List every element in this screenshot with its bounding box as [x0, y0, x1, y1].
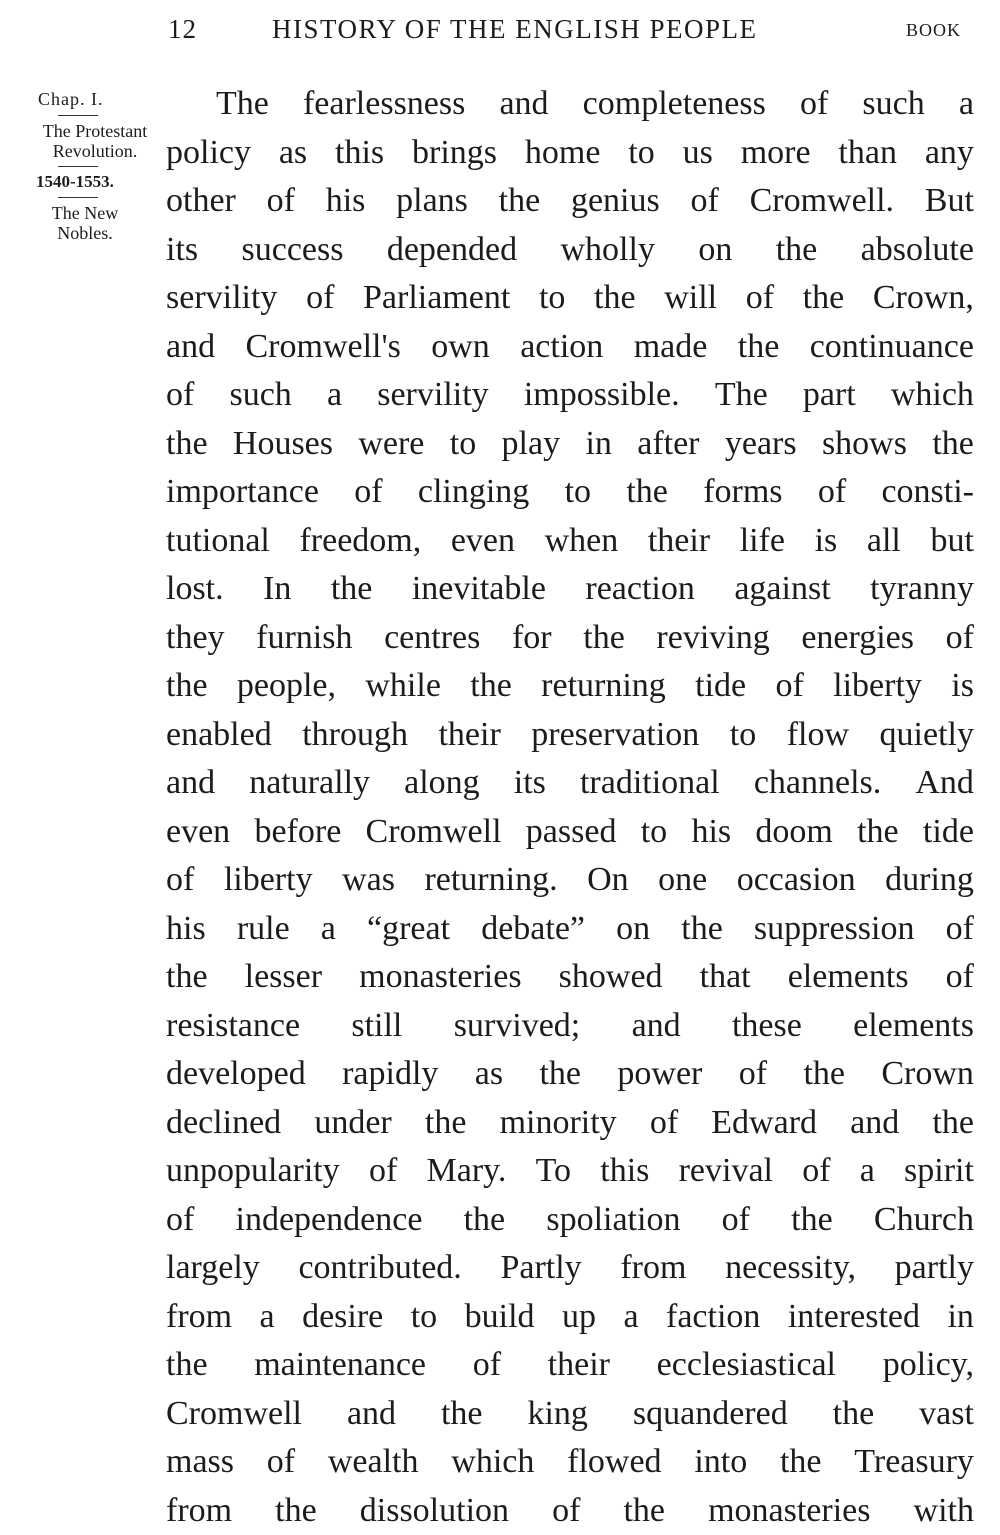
text-line: servility of Parliament to the will of the Crown,	[166, 274, 974, 323]
text-line: enabled through their preservation to flow quietly	[166, 711, 974, 760]
text-line: largely contributed. Partly from necessity, partly	[166, 1244, 974, 1293]
text-line: of independence the spoliation of the Church	[166, 1196, 974, 1245]
text-line: Cromwell and the king squandered the vast	[166, 1390, 974, 1439]
text-line: his rule a “great debate” on the suppression of	[166, 905, 974, 954]
text-line: declined under the minority of Edward and the	[166, 1099, 974, 1148]
text-line: the people, while the returning tide of liberty is	[166, 662, 974, 711]
running-header	[0, 14, 1000, 54]
text-line: mass of wealth which flowed into the Treasury	[166, 1438, 974, 1487]
text-line: the Houses were to play in after years shows the	[166, 420, 974, 469]
margin-divider	[58, 115, 98, 116]
page-number: 12	[168, 14, 197, 45]
margin-years: 1540-1553.	[36, 172, 162, 192]
text-line: resistance still survived; and these elements	[166, 1002, 974, 1051]
text-line: from the dissolution of the monasteries with	[166, 1487, 974, 1535]
text-line: policy as this brings home to us more than any	[166, 129, 974, 178]
margin-chapter: Chap. I.	[34, 88, 162, 110]
text-line: its success depended wholly on the absolute	[166, 226, 974, 275]
text-line: and Cromwell's own action made the continuance	[166, 323, 974, 372]
text-line: of liberty was returning. On one occasion during	[166, 856, 974, 905]
text-line: other of his plans the genius of Cromwell. But	[166, 177, 974, 226]
text-line: they furnish centres for the reviving energies of	[166, 614, 974, 663]
text-line: The fearlessness and completeness of such a	[166, 80, 974, 129]
text-line: developed rapidly as the power of the Crown	[166, 1050, 974, 1099]
text-line: lost. In the inevitable reaction against tyranny	[166, 565, 974, 614]
running-title: HISTORY OF THE ENGLISH PEOPLE	[272, 14, 758, 45]
margin-notes	[0, 88, 162, 243]
text-line: of such a servility impossible. The part which	[166, 371, 974, 420]
book-label: BOOK	[906, 20, 961, 41]
text-line: unpopularity of Mary. To this revival of a spirit	[166, 1147, 974, 1196]
text-line: the lesser monasteries showed that elements of	[166, 953, 974, 1002]
body-text	[166, 80, 974, 1535]
margin-divider	[58, 166, 98, 167]
text-line: tutional freedom, even when their life is all but	[166, 517, 974, 566]
text-line: from a desire to build up a faction interested in	[166, 1293, 974, 1342]
text-line: importance of clinging to the forms of consti-	[166, 468, 974, 517]
margin-section-title: The Protestant Revolution.	[35, 121, 155, 161]
text-line: and naturally along its traditional channels. And	[166, 759, 974, 808]
text-line: the maintenance of their ecclesiastical policy,	[166, 1341, 974, 1390]
text-line: even before Cromwell passed to his doom the tide	[166, 808, 974, 857]
margin-topic: The New Nobles.	[30, 203, 140, 243]
margin-divider	[58, 197, 98, 198]
